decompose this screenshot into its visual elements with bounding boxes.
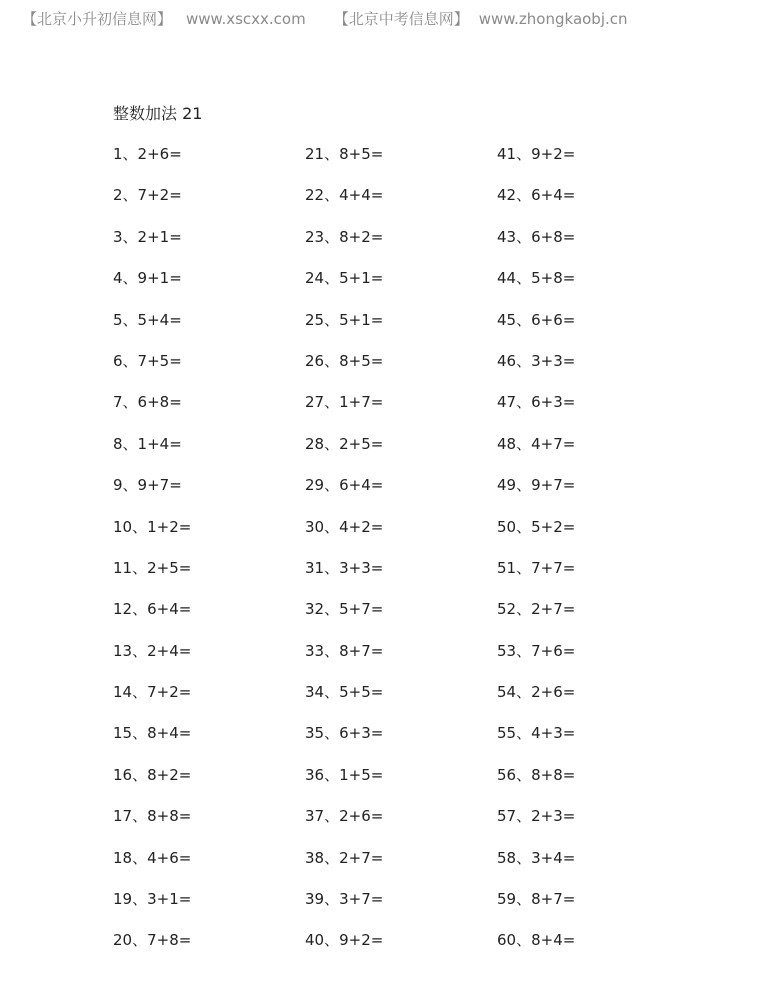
problem-item: 47、6+3= — [497, 393, 576, 412]
problem-item: 42、6+4= — [497, 186, 576, 205]
problem-item: 10、1+2= — [113, 517, 192, 536]
problem-item: 8、1+4= — [113, 434, 182, 453]
problem-item: 43、6+8= — [497, 227, 576, 246]
problem-item: 33、8+7= — [305, 641, 384, 660]
problem-item: 20、7+8= — [113, 931, 192, 950]
site1-url[interactable]: www.xscxx.com — [186, 10, 306, 28]
problem-item: 3、2+1= — [113, 227, 182, 246]
problem-item: 40、9+2= — [305, 931, 384, 950]
site2-url[interactable]: www.zhongkaobj.cn — [478, 10, 628, 28]
problem-item: 38、2+7= — [305, 848, 384, 867]
problem-item: 17、8+8= — [113, 807, 192, 826]
problem-item: 55、4+3= — [497, 724, 576, 743]
problem-item: 26、8+5= — [305, 351, 384, 370]
problem-grid — [113, 143, 689, 971]
problem-item: 12、6+4= — [113, 600, 192, 619]
problem-item: 11、2+5= — [113, 558, 192, 577]
problem-item: 53、7+6= — [497, 641, 576, 660]
problem-item: 48、4+7= — [497, 434, 576, 453]
problem-item: 18、4+6= — [113, 848, 192, 867]
problem-item: 15、8+4= — [113, 724, 192, 743]
problem-item: 35、6+3= — [305, 724, 384, 743]
problem-item: 1、2+6= — [113, 145, 182, 163]
problem-item: 16、8+2= — [113, 765, 192, 784]
problem-item: 46、3+3= — [497, 351, 576, 370]
problem-item: 36、1+5= — [305, 765, 384, 784]
problem-item: 2、7+2= — [113, 186, 182, 205]
site2-name: 【北京中考信息网】 — [333, 10, 469, 28]
problem-item: 34、5+5= — [305, 683, 384, 702]
problem-item: 45、6+6= — [497, 310, 576, 329]
problem-item: 24、5+1= — [305, 269, 384, 288]
problem-item: 21、8+5= — [305, 145, 384, 163]
problem-item: 30、4+2= — [305, 517, 384, 536]
problem-item: 51、7+7= — [497, 558, 576, 577]
problem-item: 6、7+5= — [113, 351, 182, 370]
problem-item: 27、1+7= — [305, 393, 384, 412]
problem-item: 9、9+7= — [113, 476, 182, 495]
page-header — [22, 8, 628, 29]
problem-item: 60、8+4= — [497, 931, 576, 950]
problem-item: 52、2+7= — [497, 600, 576, 619]
worksheet-title: 整数加法 21 — [113, 104, 203, 123]
problem-item: 49、9+7= — [497, 476, 576, 495]
problem-item: 54、2+6= — [497, 683, 576, 702]
problem-item: 5、5+4= — [113, 310, 182, 329]
problem-item: 44、5+8= — [497, 269, 576, 288]
problem-item: 37、2+6= — [305, 807, 384, 826]
problem-item: 13、2+4= — [113, 641, 192, 660]
problem-item: 41、9+2= — [497, 145, 576, 163]
problem-item: 29、6+4= — [305, 476, 384, 495]
problem-item: 22、4+4= — [305, 186, 384, 205]
problem-item: 57、2+3= — [497, 807, 576, 826]
problem-item: 56、8+8= — [497, 765, 576, 784]
problem-item: 4、9+1= — [113, 269, 182, 288]
problem-item: 25、5+1= — [305, 310, 384, 329]
problem-item: 28、2+5= — [305, 434, 384, 453]
problem-item: 58、3+4= — [497, 848, 576, 867]
site1-name: 【北京小升初信息网】 — [22, 10, 173, 28]
problem-item: 32、5+7= — [305, 600, 384, 619]
problem-item: 31、3+3= — [305, 558, 384, 577]
problem-item: 59、8+7= — [497, 890, 576, 909]
problem-item: 14、7+2= — [113, 683, 192, 702]
problem-item: 19、3+1= — [113, 890, 192, 909]
problem-item: 7、6+8= — [113, 393, 182, 412]
problem-item: 39、3+7= — [305, 890, 384, 909]
problem-item: 23、8+2= — [305, 227, 384, 246]
problem-item: 50、5+2= — [497, 517, 576, 536]
